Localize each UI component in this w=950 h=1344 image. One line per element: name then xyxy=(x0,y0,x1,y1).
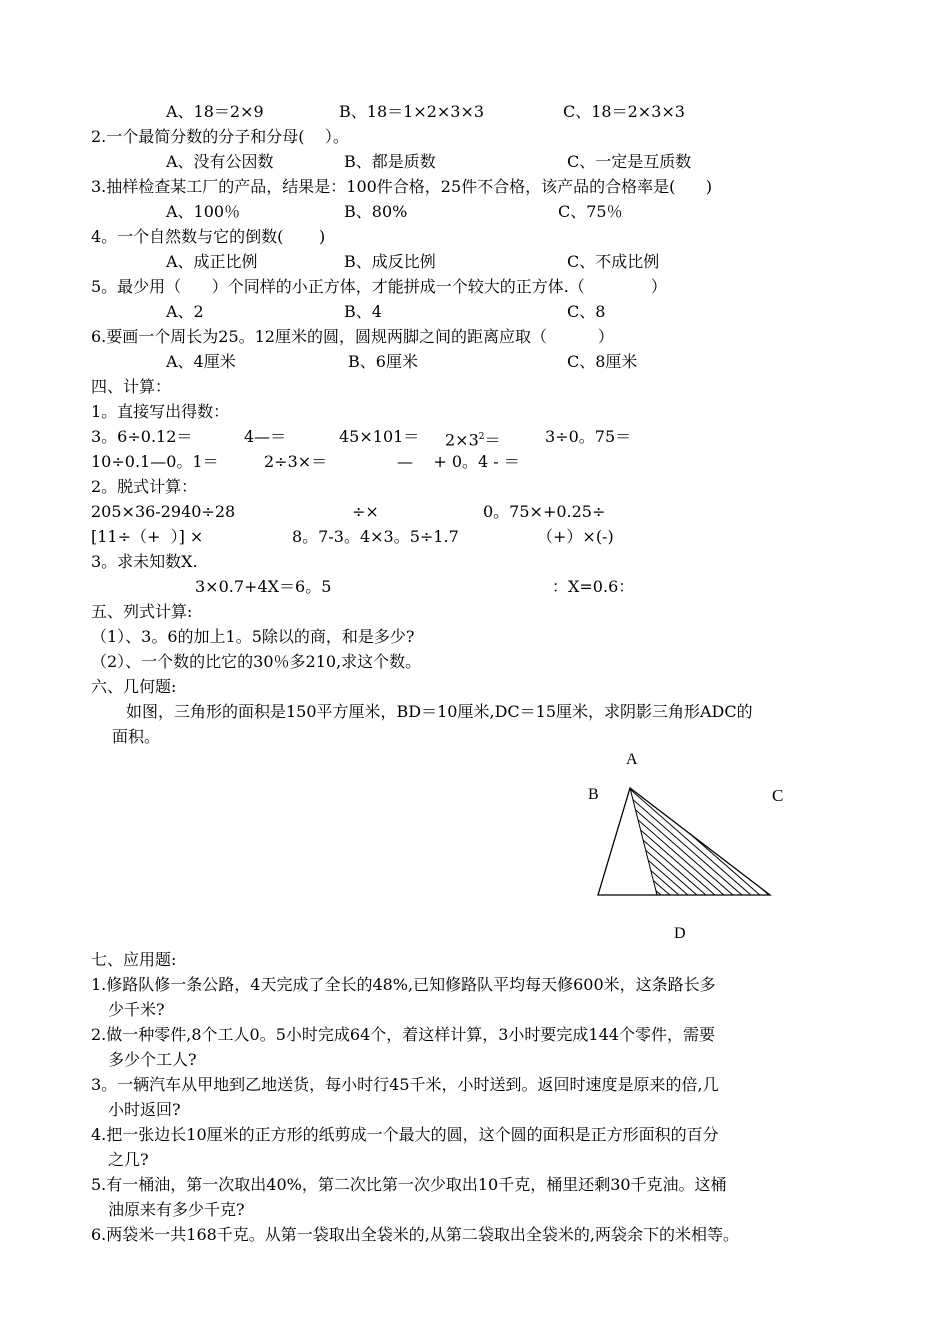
option-b: B、4 xyxy=(344,302,382,321)
label-c: C xyxy=(772,786,784,805)
option-c: C、8厘米 xyxy=(567,352,638,371)
triangle-abc xyxy=(598,788,770,895)
problem-line: （1）、3。6的加上1。5除以的商，和是多少? xyxy=(91,627,415,646)
problem-line: 多少个工人? xyxy=(108,1050,197,1069)
label-d: D xyxy=(674,925,686,942)
problem-line: 2.做一种零件,8个工人0。5小时完成64个，着这样计算，3小时要完成144个零件，需要 xyxy=(91,1025,715,1044)
hatch-line xyxy=(779,770,810,910)
hatch-line xyxy=(608,770,768,910)
problem-line: 6.两袋米一共168千克。从第一袋取出全袋米的,从第二袋取出全袋米的,两袋余下的米相等。 xyxy=(91,1225,739,1244)
hatch-line xyxy=(806,770,810,910)
hatch-line xyxy=(653,770,810,910)
section-heading: 七、应用题: xyxy=(91,950,177,969)
problem-line: 油原来有多少千克? xyxy=(108,1200,245,1219)
option-c: C、8 xyxy=(567,302,606,321)
segment-ad xyxy=(630,788,657,895)
question-stem: 6.要画一个周长为25。12厘米的圆，圆规两脚之间的距离应取（ ） xyxy=(91,327,614,346)
section-heading: 四、计算： xyxy=(91,377,172,396)
calc-item: 8。7-3。4×3。5÷1.7 xyxy=(292,527,459,546)
problem-line: 4.把一张边长10厘米的正方形的纸剪成一个最大的圆，这个圆的面积是正方形面积的百分 xyxy=(91,1125,719,1144)
calc-item: $2\times 3^2=$ xyxy=(445,430,501,450)
calc-item: （+）×(-) xyxy=(537,527,614,546)
option-b: B、6厘米 xyxy=(348,352,418,371)
calc-part: 3。求未知数X. xyxy=(91,552,198,571)
option-c: C、18＝2×3×3 xyxy=(563,102,685,121)
question-stem: 3.抽样检查某工厂的产品，结果是：100件合格，25件不合格，该产品的合格率是( ) xyxy=(91,177,713,196)
option-a: A、18＝2×9 xyxy=(166,102,264,121)
hatch-line xyxy=(689,770,810,910)
hatch-line xyxy=(698,770,810,910)
calc-item: 205×36-2940÷28 xyxy=(91,502,236,521)
calc-part: 1。直接写出得数： xyxy=(91,402,230,421)
hatch-line xyxy=(635,770,795,910)
calc-item: 10÷0.1—0。1＝ xyxy=(91,452,219,471)
problem-line: 3。一辆汽车从甲地到乙地送货，每小时行45千米，小时送到。返回时速度是原来的倍,几 xyxy=(91,1075,719,1094)
hatch-line xyxy=(725,770,810,910)
hatch-line xyxy=(788,770,810,910)
calc-item: 0。75×+0.25÷ xyxy=(483,502,606,521)
calc-item: [11÷（+ ）] × xyxy=(91,527,204,546)
problem-line: 少千米? xyxy=(108,1000,165,1019)
option-c: C、不成比例 xyxy=(567,252,660,271)
calc-item: 2÷3×＝ xyxy=(264,452,328,471)
option-b: B、都是质数 xyxy=(344,152,436,171)
option-b: B、80% xyxy=(344,202,408,221)
hatch-line xyxy=(570,770,678,910)
calc-item: 3÷0。75＝ xyxy=(545,427,632,446)
question-stem: 4。一个自然数与它的倒数( ) xyxy=(91,227,326,246)
triangle-figure xyxy=(570,740,810,950)
label-b: B xyxy=(588,786,599,803)
hatch-line xyxy=(662,770,810,910)
question-stem: 5。最少用（ ）个同样的小正方体，才能拼成一个较大的正方体.（ ） xyxy=(91,277,667,296)
label-a: A xyxy=(626,751,638,768)
triangle-diagram xyxy=(570,740,810,950)
option-c: C、75％ xyxy=(558,202,623,221)
option-c: C、一定是互质数 xyxy=(567,152,692,171)
section-heading: 六、几何题: xyxy=(91,677,177,696)
problem-line: 之几? xyxy=(108,1150,149,1169)
hatch-line xyxy=(671,770,810,910)
option-a: A、100％ xyxy=(166,202,241,221)
question-stem: 2.一个最简分数的分子和分母( ）。 xyxy=(91,127,349,146)
option-b: B、成反比例 xyxy=(344,252,436,271)
section-heading: 五、列式计算: xyxy=(91,602,193,621)
hatch-line xyxy=(581,770,741,910)
option-a: A、成正比例 xyxy=(166,252,258,271)
calc-item: 3。6÷0.12＝ xyxy=(91,427,193,446)
problem-line: 如图，三角形的面积是150平方厘米，BD＝10厘米,DC＝15厘米，求阴影三角形ADC的 xyxy=(126,702,753,721)
calc-item: 4—＝ xyxy=(244,427,287,446)
calc-item: ÷× xyxy=(352,502,379,521)
calc-item: 45×101＝ xyxy=(339,427,420,446)
calc-item: — + 0。4 - ＝ xyxy=(397,452,520,471)
calc-part: 2。脱式计算： xyxy=(91,477,198,496)
option-a: A、没有公因数 xyxy=(166,152,274,171)
hatch-line xyxy=(599,770,759,910)
hatch-line xyxy=(797,770,810,910)
calc-item: ：X=0.6： xyxy=(552,577,635,596)
problem-line: 面积。 xyxy=(112,727,161,746)
problem-line: 小时返回? xyxy=(108,1100,181,1119)
option-b: B、18＝1×2×3×3 xyxy=(339,102,485,121)
problem-line: （2）、一个数的比它的30％多210,求这个数。 xyxy=(91,652,422,671)
hatch-line xyxy=(707,770,810,910)
problem-line: 5.有一桶油，第一次取出40%，第二次比第一次少取出10千克，桶里还剩30千克油。这桶 xyxy=(91,1175,727,1194)
problem-line: 1.修路队修一条公路，4天完成了全长的48%,已知修路队平均每天修600米，这条路长多 xyxy=(91,975,716,994)
option-a: A、2 xyxy=(166,302,204,321)
calc-item: 3×0.7+4X＝6。5 xyxy=(195,577,332,596)
hatch-line xyxy=(761,770,810,910)
exponent: 2 xyxy=(478,432,485,442)
option-a: A、4厘米 xyxy=(166,352,236,371)
